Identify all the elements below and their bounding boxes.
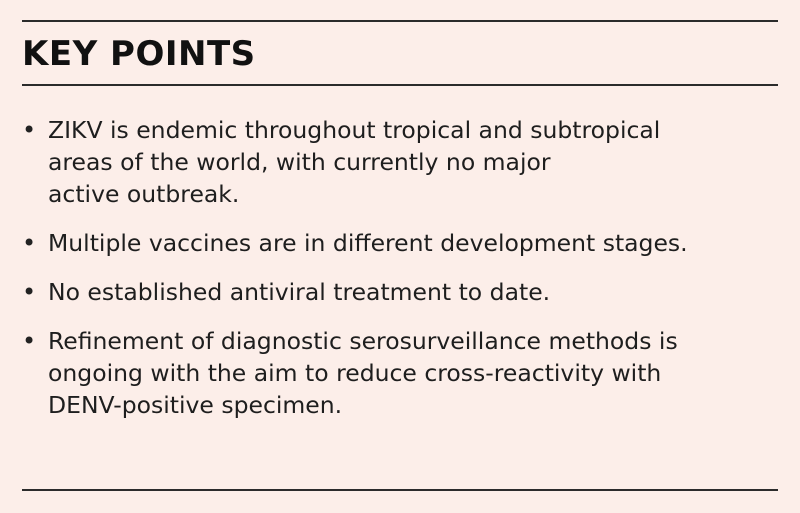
top-rule [22,20,778,22]
heading-rule [22,84,778,86]
key-point-item [22,325,772,421]
bullet-icon: • [22,229,37,257]
key-point-line: ZIKV is endemic throughout tropical and subtropical [48,116,661,144]
bullet-icon: • [22,116,37,144]
bullet-icon: • [22,327,37,355]
key-point-line: Multiple vaccines are in different development stages. [48,229,688,257]
key-point-line: active outbreak. [48,180,240,208]
key-points-list [22,114,772,438]
key-point-line: areas of the world, with currently no major [48,148,551,176]
key-points-heading: KEY POINTS [22,34,256,74]
key-point-text [48,325,678,421]
key-point-text [48,114,660,210]
key-point-text [48,227,688,259]
bottom-rule [22,489,778,491]
key-point-line: No established antiviral treatment to date. [48,278,551,306]
key-point-line: Refinement of diagnostic serosurveillance methods is [48,327,678,355]
key-point-text [48,276,550,308]
bullet-icon: • [22,278,37,306]
key-point-item [22,227,772,259]
key-point-line: DENV-positive specimen. [48,391,343,419]
key-point-item [22,114,772,210]
key-point-line: ongoing with the aim to reduce cross-reactivity with [48,359,662,387]
key-point-item [22,276,772,308]
